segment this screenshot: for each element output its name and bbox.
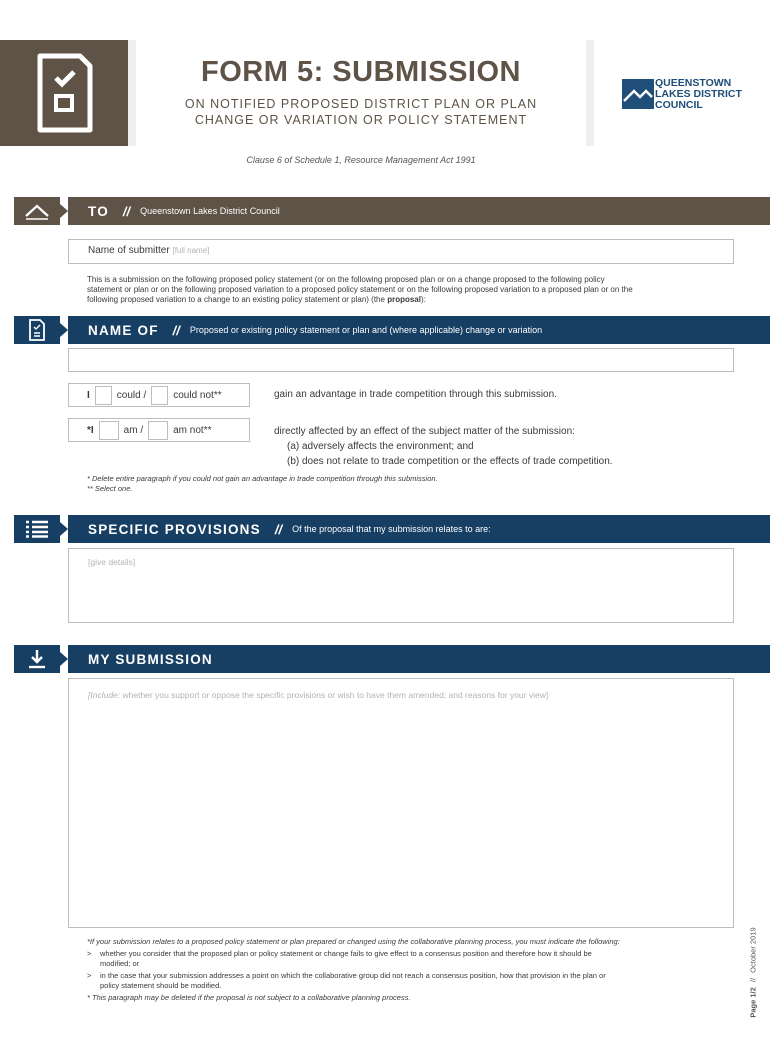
my-submission-field[interactable] [68,678,734,928]
could-checkbox[interactable] [95,386,112,405]
specific-separator: // [274,521,283,537]
could-label: could / [116,389,147,401]
submission-side-pointer [60,652,68,666]
to-subtitle: Queenstown Lakes District Council [140,206,280,216]
page-footer [749,908,758,1038]
row1-prefix: I [87,389,90,401]
specific-placeholder: [give details] [88,557,136,567]
statement-proposal-word: proposal [387,295,421,304]
name-of-subtitle: Proposed or existing policy statement or plan and (where applicable) change or variation [189,325,543,335]
to-section-side [14,197,60,225]
clause-reference: Clause 6 of Schedule 1, Resource Management Act 1991 [246,155,476,165]
name-of-notes [87,474,438,494]
collaborative-bullet-1 [87,949,737,969]
council-logo-icon [622,79,654,109]
bullet2-line1: in the case that your submission addresses a point on which the collaborative group did not reach a consensus position, how that provision in the plan or [100,971,606,980]
bullet-marker-2: > [87,971,92,980]
form-title: FORM 5: SUBMISSION [201,56,521,88]
bullet1-line1: whether you consider that the proposed plan or policy statement or change fails to give effect to a consensus position and therefore how it should be [100,949,592,958]
name-of-title: NAME OF [88,322,159,338]
page-number: Page 1/2 [748,987,758,1018]
could-not-checkbox[interactable] [151,386,168,405]
submitter-name-label: Name of submitter [88,245,170,256]
statement-line1: This is a submission on the following proposed policy statement (or on the following proposed plan or on a change proposed to the following policy [87,275,605,284]
specific-section-side [14,515,60,543]
placeholder-text: whether you support or oppose the specific provisions or wish to have them amended; and reasons for your view] [120,690,549,700]
policy-name-field[interactable] [68,348,734,372]
submission-statement [87,275,747,305]
statement-line2: statement or plan or on the following proposed variation to a proposed policy statement or on the following proposed variation to a proposed plan or on the [87,285,633,294]
name-of-separator: // [172,322,180,338]
download-icon [28,649,46,669]
bullet1-line2: modified; or [100,959,140,968]
form-subtitle-line2: CHANGE OR VARIATION OR POLICY STATEMENT [194,113,528,127]
page-date: October 2019 [748,927,758,973]
affected-a: (a) adversely affects the environment; and [287,441,474,452]
logo-line1: QUEENSTOWN [655,77,732,89]
list-icon [26,520,48,538]
trade-advantage-text: gain an advantage in trade competition through this submission. [274,389,557,400]
bullet2-line2: policy statement should be modified. [100,981,222,990]
specific-provisions-field[interactable] [68,548,734,623]
form-subtitle [136,96,586,128]
checklist-icon [0,40,128,146]
submission-title: MY SUBMISSION [88,651,213,667]
logo-line2: LAKES DISTRICT [655,88,742,100]
affected-main: directly affected by an effect of the subject matter of the submission: [274,426,575,437]
council-logo-text [655,78,742,111]
submission-placeholder [88,690,548,700]
statement-line3 [87,295,747,305]
name-of-side-pointer [60,323,68,337]
placeholder-include: [Include: [88,690,121,700]
name-of-section-side [14,316,60,344]
document-icon [28,319,46,341]
am-label: am / [123,424,144,436]
form-icon-box [0,40,128,146]
to-side-pointer [60,204,68,218]
to-section-bar [68,197,770,225]
row2-prefix: *I [87,424,94,436]
specific-subtitle: Of the proposal that my submission relates to are: [292,524,491,534]
specific-side-pointer [60,522,68,536]
page-separator: // [748,977,758,983]
collaborative-bullet-2 [87,971,737,991]
bullet-marker-1: > [87,949,92,958]
specific-section-bar [68,515,770,543]
could-not-label: could not** [173,389,222,401]
directly-affected-selector [68,418,250,442]
am-not-label: am not** [173,424,212,436]
note-select-one: ** Select one. [87,484,133,493]
mountain-icon [25,202,49,220]
name-of-section-bar [68,316,770,344]
to-title: TO [88,203,109,219]
note-delete-paragraph: * Delete entire paragraph if you could not gain an advantage in trade competition through this submission. [87,474,438,483]
collaborative-note [87,937,737,1003]
form-subtitle-line1: ON NOTIFIED PROPOSED DISTRICT PLAN OR PLAN [184,97,538,111]
statement-end: ): [420,295,426,304]
to-separator: // [122,203,131,219]
logo-line3: COUNCIL [655,99,703,111]
am-checkbox[interactable] [99,421,119,440]
directly-affected-text [274,424,613,469]
am-not-checkbox[interactable] [148,421,168,440]
submission-section-side [14,645,60,673]
submission-section-bar [68,645,770,673]
collaborative-delete-note: * This paragraph may be deleted if the proposal is not subject to a collaborative planning process. [87,993,411,1002]
affected-b: (b) does not relate to trade competition or the effects of trade competition. [287,456,613,467]
trade-advantage-selector [68,383,250,407]
submitter-name-field[interactable] [68,239,734,264]
submitter-name-placeholder: [full name] [172,246,210,255]
statement-line3-text: following proposed variation to a change to an existing policy statement or plan) (the [87,295,388,304]
specific-title: SPECIFIC PROVISIONS [88,521,261,537]
collaborative-intro: *If your submission relates to a proposed policy statement or plan prepared or changed using the collaborative planning process, you must indicate the following: [87,937,620,946]
